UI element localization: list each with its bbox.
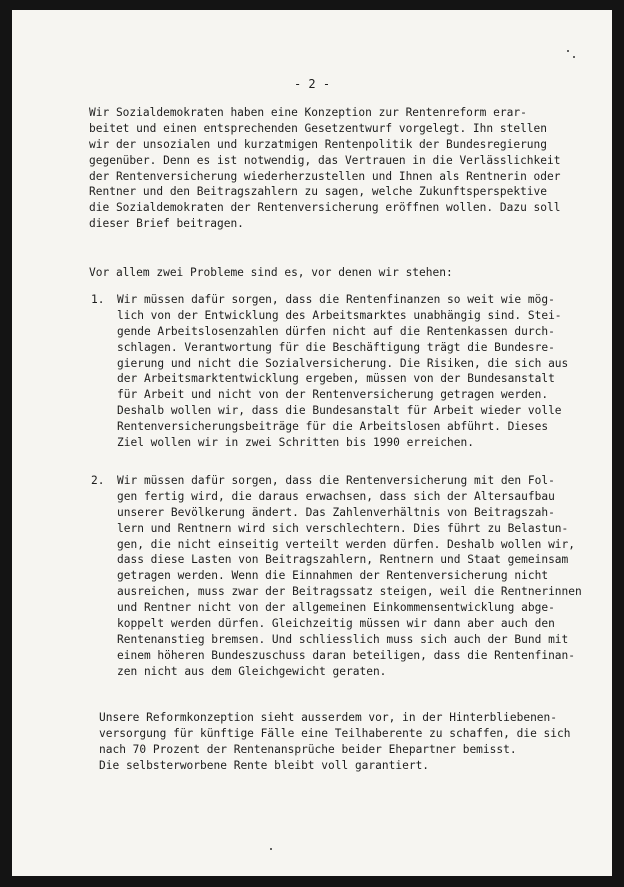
text-line: wir der unsozialen und kurzatmigen Rentenpolitik der Bundesregierung bbox=[89, 137, 548, 151]
text-line: dieser Brief beitragen. bbox=[89, 217, 244, 231]
text-line: Rentenanstieg bremsen. Und schliesslich muss sich auch der Bund mit bbox=[117, 632, 569, 646]
text-line: der Arbeitsmarktentwicklung ergeben, müssen von der Bundesanstalt bbox=[117, 372, 555, 386]
text-line: versorgung für künftige Fälle eine Teilhaberente zu schaffen, die sich bbox=[99, 726, 571, 740]
problems-intro-paragraph bbox=[89, 265, 453, 281]
intro-paragraph bbox=[89, 105, 560, 232]
text-line: zen nicht aus dem Gleichgewicht geraten. bbox=[117, 664, 387, 678]
text-line: Deshalb wollen wir, dass die Bundesanstalt für Arbeit wieder volle bbox=[117, 404, 562, 418]
text-line: und Rentner nicht von der allgemeinen Einkommensentwicklung abge- bbox=[117, 601, 555, 615]
text-line: Vor allem zwei Probleme sind es, vor denen wir stehen: bbox=[89, 266, 453, 279]
text-line: die Sozialdemokraten der Rentenversicherung eröffnen wollen. Dazu soll bbox=[89, 201, 561, 215]
text-line: schlagen. Verantwortung für die Beschäftigung trägt die Bundesre- bbox=[117, 340, 555, 354]
text-line: Die selbsterworbene Rente bleibt voll garantiert. bbox=[99, 758, 430, 772]
scan-speck bbox=[573, 56, 575, 58]
reform-paragraph bbox=[99, 710, 570, 774]
text-line: nach 70 Prozent der Rentenansprüche beider Ehepartner bemisst. bbox=[99, 742, 517, 756]
item-marker: 1. bbox=[91, 293, 105, 306]
text-line: koppelt werden dürfen. Gleichzeitig müssen wir dann aber auch den bbox=[117, 617, 555, 631]
text-line: Rentenversicherungsbeiträge für die Arbeitslosen abführt. Dieses bbox=[117, 420, 549, 434]
text-line: ausreichen, muss zwar der Beitragssatz steigen, weil die Rentnerinnen bbox=[117, 585, 582, 599]
text-line: gegenüber. Denn es ist notwendig, das Vertrauen in die Verlässlichkeit bbox=[89, 153, 561, 167]
text-line: lich von der Entwicklung des Arbeitsmarktes unabhängig sind. Stei- bbox=[117, 308, 562, 322]
document-page bbox=[12, 10, 612, 876]
text-line: gende Arbeitslosenzahlen dürfen nicht auf die Rentenkassen durch- bbox=[117, 324, 555, 338]
text-line: Unsere Reformkonzeption sieht ausserdem vor, in der Hinterbliebenen- bbox=[99, 711, 558, 724]
text-line: für Arbeit und nicht von der Rentenversicherung getragen werden. bbox=[117, 388, 549, 402]
text-line: Wir Sozialdemokraten haben eine Konzeption zur Rentenreform erar- bbox=[89, 106, 527, 119]
text-line: beitet und einen entsprechenden Gesetzentwurf vorgelegt. Ihn stellen bbox=[89, 121, 548, 135]
text-line: Ziel wollen wir in zwei Schritten bis 1990 erreichen. bbox=[117, 436, 474, 450]
text-line: dass diese Lasten von Beitragszahlern, Rentnern und Staat gemeinsam bbox=[117, 553, 569, 567]
text-line: unserer Bevölkerung ändert. Das Zahlenverhältnis von Beitragszah- bbox=[117, 505, 555, 519]
text-line: gierung und nicht die Sozialversicherung. Die Risiken, die sich aus bbox=[117, 356, 569, 370]
text-line: Rentner und den Beitragszahlern zu sagen, welche Zukunftsperspektive bbox=[89, 185, 548, 199]
text-line: gen fertig wird, die daraus erwachsen, dass sich der Altersaufbau bbox=[117, 489, 555, 503]
item-marker: 2. bbox=[91, 474, 105, 487]
text-line: der Rentenversicherung wiederherzustellen und Ihnen als Rentnerin oder bbox=[89, 169, 561, 183]
text-line: Wir müssen dafür sorgen, dass die Rentenversicherung mit den Fol- bbox=[117, 474, 555, 487]
text-line: einem höheren Bundeszuschuss daran beteiligen, dass die Rentenfinan- bbox=[117, 648, 576, 662]
text-line: gen, die nicht einseitig verteilt werden dürfen. Deshalb wollen wir, bbox=[117, 537, 576, 551]
page-number: - 2 - bbox=[293, 77, 331, 91]
text-line: Wir müssen dafür sorgen, dass die Rentenfinanzen so weit wie mög- bbox=[117, 293, 555, 306]
item-body bbox=[117, 473, 582, 680]
text-line: lern und Rentnern wird sich verschlechtern. Dies führt zu Belastun- bbox=[117, 521, 569, 535]
item-body bbox=[117, 292, 568, 451]
scan-speck bbox=[270, 848, 272, 850]
scan-speck bbox=[567, 50, 569, 52]
text-line: getragen werden. Wenn die Einnahmen der Rentenversicherung nicht bbox=[117, 569, 549, 583]
